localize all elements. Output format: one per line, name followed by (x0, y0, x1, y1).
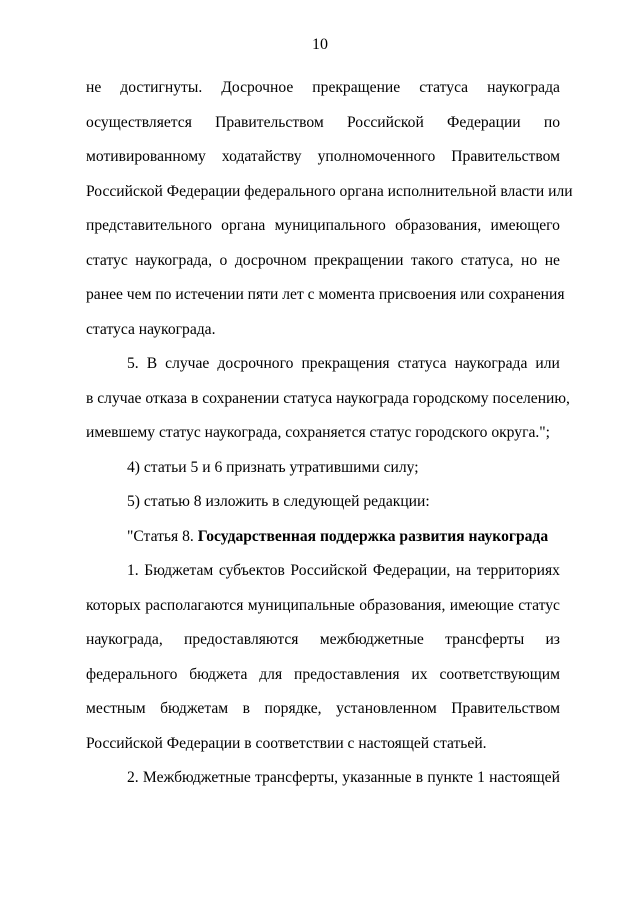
word: из (545, 631, 560, 648)
word: не (544, 252, 560, 269)
text-line (127, 527, 560, 547)
word: такого (410, 252, 454, 269)
text-line: имевшему статус наукограда, сохраняется статус городского округа."; (86, 424, 550, 441)
word: предоставляются (183, 631, 299, 648)
word: статуса (419, 79, 469, 96)
text-line: в случае отказа в сохранении статуса наукограда городскому поселению, (86, 390, 570, 407)
text-line (86, 216, 560, 236)
word: Российской (346, 114, 424, 131)
word: достигнуты. (120, 79, 203, 96)
text-line (86, 147, 560, 167)
word: В (146, 355, 158, 372)
word: настоящей (489, 769, 560, 786)
word: порядке, (264, 700, 322, 717)
word: установленном (336, 700, 437, 717)
word: 1 (477, 769, 485, 786)
word: образования, (395, 217, 482, 234)
word: для (259, 666, 283, 683)
word: располагаются (145, 597, 244, 614)
text-line: 4) статьи 5 и 6 признать утратившими силу; (127, 459, 419, 476)
word: мотивированному (86, 148, 206, 165)
word: наукограда, (86, 631, 163, 648)
word: досрочного (217, 355, 294, 372)
word: территориях (476, 562, 560, 579)
word: Бюджетам (144, 562, 214, 579)
word: прекращении (314, 252, 404, 269)
word: статус (86, 252, 128, 269)
word: досрочном (234, 252, 307, 269)
text-line (86, 699, 560, 719)
word: субъектов (218, 562, 285, 579)
page-number: 10 (312, 36, 328, 53)
text-line: 5) статью 8 изложить в следующей редакции: (127, 493, 430, 510)
word: статуса, (460, 252, 514, 269)
text-line: статуса наукограда. (86, 321, 216, 338)
word: ходатайству (221, 148, 302, 165)
word: пункте (427, 769, 473, 786)
word: прекращения (301, 355, 390, 372)
text-line (86, 630, 560, 650)
word: муниципального (274, 217, 386, 234)
text-line (86, 113, 560, 133)
word: трансферты, (255, 769, 339, 786)
word: их (411, 666, 428, 683)
word: межбюджетные (319, 631, 424, 648)
word: по (543, 114, 560, 131)
word: Российской (290, 562, 368, 579)
word: статус (518, 597, 560, 614)
text-line (127, 561, 560, 581)
article-title: Государственная поддержка развития наукограда (197, 528, 549, 545)
word: 5. (127, 355, 139, 372)
word: бюджета (189, 666, 248, 683)
word: наукограда (454, 355, 528, 372)
text-line: Российской Федерации в соответствии с настоящей статьей. (86, 735, 487, 752)
text-line (86, 665, 560, 685)
word: имеющего (490, 217, 560, 234)
word: на (455, 562, 472, 579)
word: наукограда, (135, 252, 213, 269)
word: которых (86, 597, 141, 614)
word: статуса (397, 355, 447, 372)
word: местным (86, 700, 146, 717)
word: Досрочное (221, 79, 294, 96)
text-line (127, 354, 560, 374)
text-line: Российской Федерации федерального органа исполнительной власти или (86, 183, 573, 200)
word: в (415, 769, 424, 786)
word: или (535, 355, 560, 372)
word: уполномоченного (317, 148, 436, 165)
word: соответствующим (439, 666, 560, 683)
text-line: ранее чем по истечении пяти лет с момента присвоения или сохранения (86, 286, 565, 303)
word: органа (221, 217, 266, 234)
word: муниципальные (247, 597, 355, 614)
word: Правительством (215, 114, 324, 131)
word: Правительством (451, 700, 560, 717)
text-line (127, 768, 560, 788)
word: о (219, 252, 228, 269)
word: федерального (86, 666, 178, 683)
word: трансферты (445, 631, 525, 648)
text-line (86, 596, 560, 616)
word: указанные (342, 769, 412, 786)
word: предоставления (294, 666, 400, 683)
word: Межбюджетные (142, 769, 251, 786)
word: 1. (127, 562, 139, 579)
word: имеющие (449, 597, 514, 614)
word: наукограда (487, 79, 560, 96)
word: представительного (86, 217, 212, 234)
article-prefix: "Статья 8. (127, 528, 198, 545)
word: 2. (127, 769, 139, 786)
word: Федерации (447, 114, 521, 131)
word: бюджетам (160, 700, 229, 717)
word: в (242, 700, 250, 717)
word: Правительством (451, 148, 560, 165)
word: не (86, 79, 102, 96)
word: случае (165, 355, 210, 372)
word: прекращение (312, 79, 401, 96)
text-line (86, 78, 560, 98)
word: Федерации, (372, 562, 451, 579)
word: образования, (359, 597, 446, 614)
text-line (86, 251, 560, 271)
word: осуществляется (86, 114, 192, 131)
word: но (521, 252, 538, 269)
